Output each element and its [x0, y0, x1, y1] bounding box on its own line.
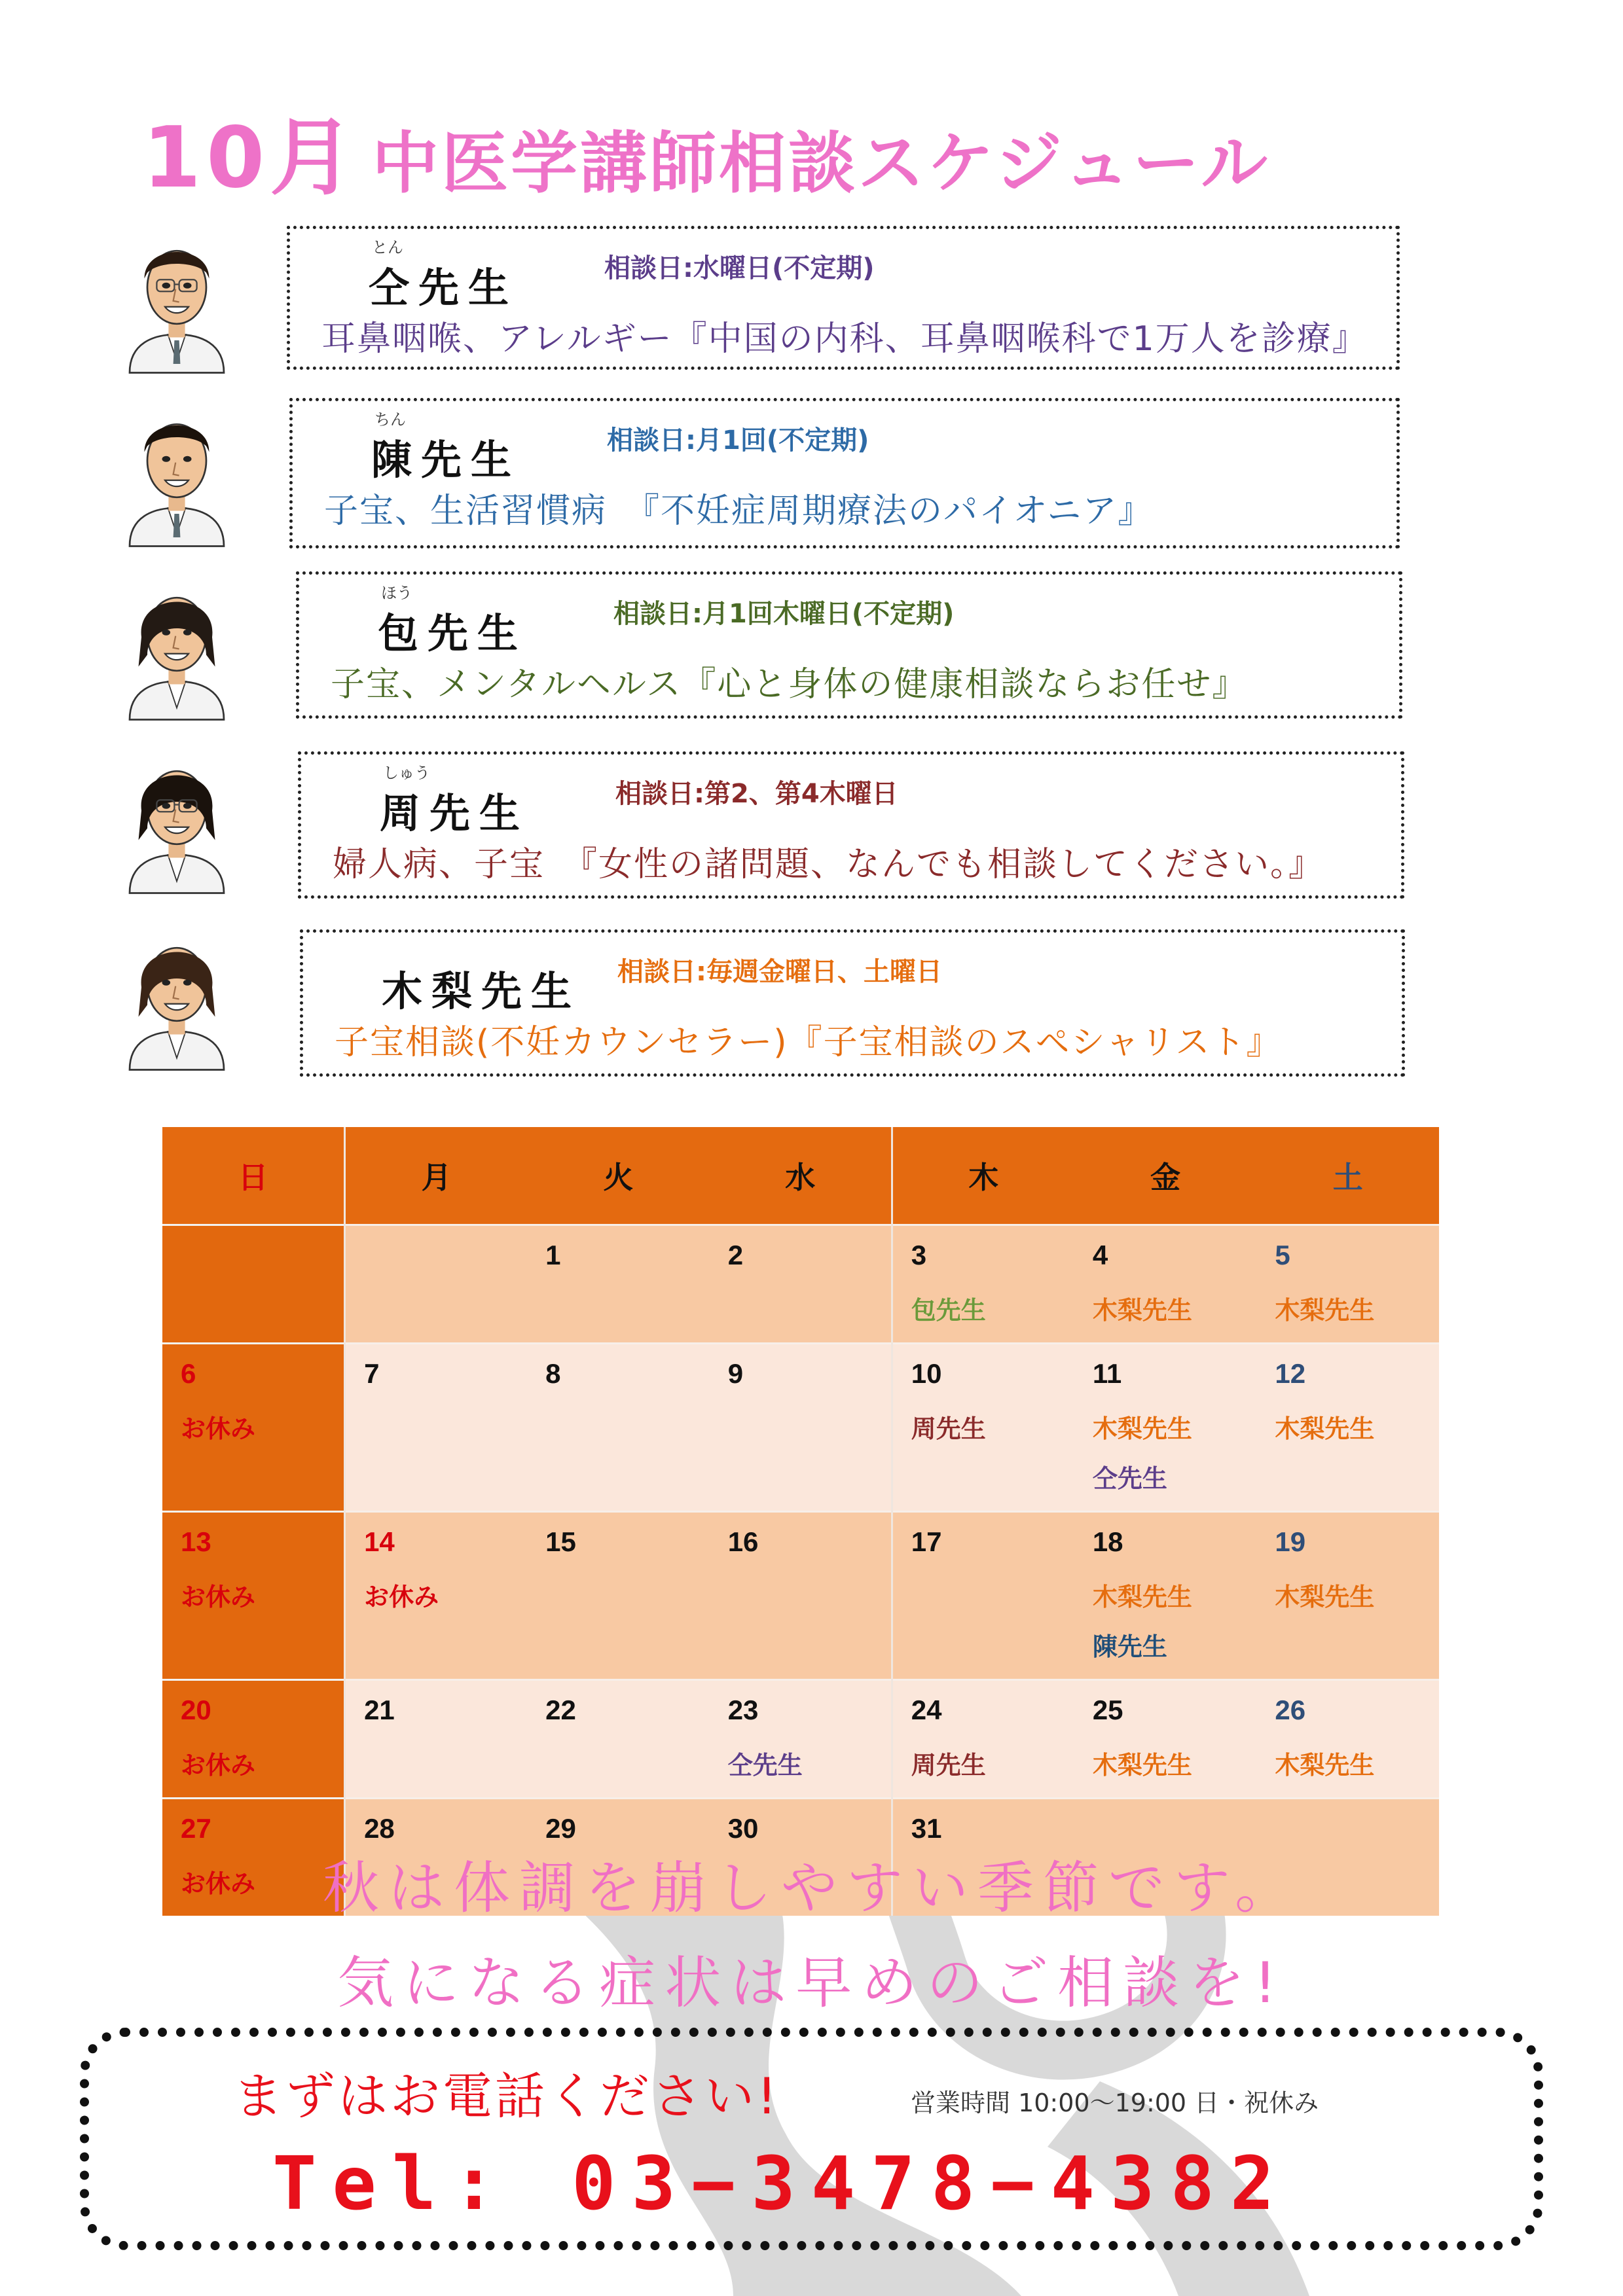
day-number: 25 [1092, 1695, 1123, 1725]
calendar-day-cell [1074, 1344, 1257, 1512]
calendar-day-cell [345, 1225, 528, 1344]
doctor-specialty: 耳鼻咽喉、アレルギー『中国の内科、耳鼻咽喉科で1万人を診療』 [321, 319, 1368, 359]
page-title [143, 90, 1271, 207]
day-number: 2 [727, 1240, 744, 1270]
weekday-header: 木 [892, 1127, 1074, 1225]
calendar-day-cell [892, 1680, 1074, 1799]
calendar-day-cell [1074, 1680, 1257, 1799]
consultation-days: 相談日:水曜日(不定期) [604, 253, 875, 283]
calendar-day-cell [1256, 1512, 1439, 1680]
doctor-name: 周先生 [380, 789, 530, 837]
calendar-day-cell [892, 1225, 1074, 1344]
calendar-week-row [162, 1512, 1439, 1680]
calendar-day-cell [162, 1225, 345, 1344]
calendar-day-cell [710, 1512, 892, 1680]
doctor-card [298, 751, 1404, 899]
doctor-card [296, 571, 1402, 719]
calendar-day-cell [162, 1344, 345, 1512]
day-number: 17 [911, 1526, 942, 1557]
doctor-appointment: 仝先生 [727, 1752, 803, 1780]
weekday-header: 月 [345, 1127, 528, 1225]
calendar-day-cell [710, 1344, 892, 1512]
calendar-day-cell [892, 1512, 1074, 1680]
weekday-header: 日 [162, 1127, 345, 1225]
day-number: 8 [545, 1358, 561, 1389]
doctor-appointment: 木梨先生 [1092, 1752, 1192, 1780]
doctor-appointment: 木梨先生 [1275, 1416, 1375, 1443]
name-reading: ほう [381, 584, 412, 602]
consultation-days: 相談日:第2、第4木曜日 [615, 779, 898, 809]
title-text: 中医学講師相談スケジュール [372, 125, 1271, 203]
calendar-day-cell [527, 1512, 710, 1680]
title-month: 10月 [143, 109, 359, 207]
doctor-specialty: 子宝相談(不妊カウンセラー)『子宝相談のスペシャリスト』 [335, 1023, 1282, 1062]
contact-box [80, 2028, 1543, 2250]
calendar-day-cell [1074, 1512, 1257, 1680]
day-number: 19 [1275, 1526, 1306, 1557]
doctor-card [287, 226, 1400, 370]
calendar-day-cell [162, 1680, 345, 1799]
day-number: 24 [911, 1695, 942, 1725]
day-number: 27 [181, 1813, 211, 1844]
day-number: 1 [545, 1240, 561, 1270]
calendar-day-cell [1256, 1225, 1439, 1344]
name-reading: しゅう [383, 764, 430, 782]
closed-label: お休み [181, 1752, 256, 1780]
consultation-days: 相談日:毎週金曜日、土曜日 [617, 957, 942, 987]
weekday-header: 金 [1074, 1127, 1257, 1225]
calendar-week-row [162, 1680, 1439, 1799]
day-number: 5 [1275, 1240, 1290, 1270]
weekday-header: 火 [527, 1127, 710, 1225]
consultation-days: 相談日:月1回(不定期) [607, 425, 869, 456]
day-number: 26 [1275, 1695, 1306, 1725]
day-number: 7 [364, 1358, 380, 1389]
calendar-header-row [162, 1127, 1439, 1225]
calendar-week-row [162, 1225, 1439, 1344]
doctor-appointment: 周先生 [911, 1416, 986, 1443]
calendar-week-row [162, 1344, 1439, 1512]
doctor-appointment: 木梨先生 [1092, 1416, 1192, 1443]
calendar-day-cell [710, 1680, 892, 1799]
day-number: 29 [545, 1813, 576, 1844]
calendar-day-cell [527, 1225, 710, 1344]
day-number: 22 [545, 1695, 576, 1725]
doctor-avatar [118, 389, 236, 550]
doctor-name: 包先生 [378, 609, 528, 657]
doctor-specialty: 子宝、メンタルヘルス『心と身体の健康相談ならお任せ』 [331, 665, 1248, 704]
calendar-day-cell [1074, 1225, 1257, 1344]
calendar-day-cell [1256, 1680, 1439, 1799]
doctor-specialty: 子宝、生活習慣病 『不妊症周期療法のパイオニア』 [324, 492, 1154, 531]
calendar-day-cell [527, 1344, 710, 1512]
day-number: 4 [1092, 1240, 1108, 1270]
day-number: 16 [727, 1526, 759, 1557]
doctor-avatar [118, 913, 236, 1073]
doctor-card [300, 929, 1405, 1077]
day-number: 10 [911, 1358, 942, 1389]
doctor-name: 木梨先生 [382, 967, 581, 1015]
day-number: 15 [545, 1526, 576, 1557]
doctor-appointment: 木梨先生 [1275, 1584, 1375, 1611]
day-number: 14 [364, 1526, 395, 1557]
calendar-day-cell [892, 1344, 1074, 1512]
consultation-days: 相談日:月1回木曜日(不定期) [613, 599, 955, 629]
doctor-appointment: 周先生 [911, 1752, 986, 1780]
phone-number[interactable]: Tel: 03−3478−4382 [272, 2142, 1290, 2227]
calendar-day-cell [345, 1512, 528, 1680]
day-number: 9 [727, 1358, 744, 1389]
day-number: 23 [727, 1695, 759, 1725]
doctor-avatar [118, 563, 236, 723]
calendar-day-cell [527, 1680, 710, 1799]
message-line-2: 気になる症状は早めのご相談を! [337, 1950, 1286, 2016]
doctor-appointment: 木梨先生 [1092, 1297, 1192, 1325]
day-number: 20 [181, 1695, 211, 1725]
doctor-name: 陳先生 [371, 436, 521, 484]
day-number: 18 [1092, 1526, 1123, 1557]
weekday-header: 水 [710, 1127, 892, 1225]
doctor-card [289, 398, 1400, 548]
day-number [181, 1236, 344, 1286]
message-line-1: 秋は体調を崩しやすい季節です。 [322, 1856, 1301, 1921]
day-number [364, 1236, 527, 1286]
closed-label: お休み [181, 1871, 256, 1898]
doctor-name: 仝先生 [369, 264, 519, 312]
calendar-day-cell [162, 1512, 345, 1680]
schedule-calendar [162, 1127, 1439, 1916]
doctor-appointment: 木梨先生 [1275, 1752, 1375, 1780]
weekday-header: 土 [1256, 1127, 1439, 1225]
doctor-appointment: 包先生 [911, 1297, 986, 1325]
doctor-appointment: 木梨先生 [1092, 1584, 1192, 1611]
calendar-day-cell [1256, 1344, 1439, 1512]
day-number: 12 [1275, 1358, 1306, 1389]
name-reading: ちん [374, 410, 406, 429]
closed-label: お休み [364, 1584, 439, 1611]
day-number: 31 [911, 1813, 942, 1844]
day-number: 28 [364, 1813, 395, 1844]
doctor-appointment: 陳先生 [1092, 1634, 1167, 1661]
call-prompt: まずはお電話ください! [233, 2067, 780, 2125]
business-hours: 営業時間 10:00〜19:00 日・祝休み [911, 2089, 1319, 2117]
day-number: 6 [181, 1358, 196, 1389]
doctor-avatar [118, 216, 236, 376]
day-number: 11 [1092, 1358, 1122, 1389]
doctor-appointment: 仝先生 [1092, 1465, 1167, 1493]
calendar-day-cell [345, 1680, 528, 1799]
closed-label: お休み [181, 1416, 256, 1443]
calendar-day-cell [710, 1225, 892, 1344]
name-reading: とん [372, 238, 403, 257]
day-number: 3 [911, 1240, 927, 1270]
day-number: 13 [181, 1526, 211, 1557]
doctor-appointment: 木梨先生 [1275, 1297, 1375, 1325]
doctor-avatar [118, 736, 236, 897]
day-number: 21 [364, 1695, 395, 1725]
day-number: 30 [727, 1813, 759, 1844]
doctor-specialty: 婦人病、子宝 『女性の諸問題、なんでも相談してください。』 [333, 845, 1324, 884]
calendar-day-cell [345, 1344, 528, 1512]
closed-label: お休み [181, 1584, 256, 1611]
